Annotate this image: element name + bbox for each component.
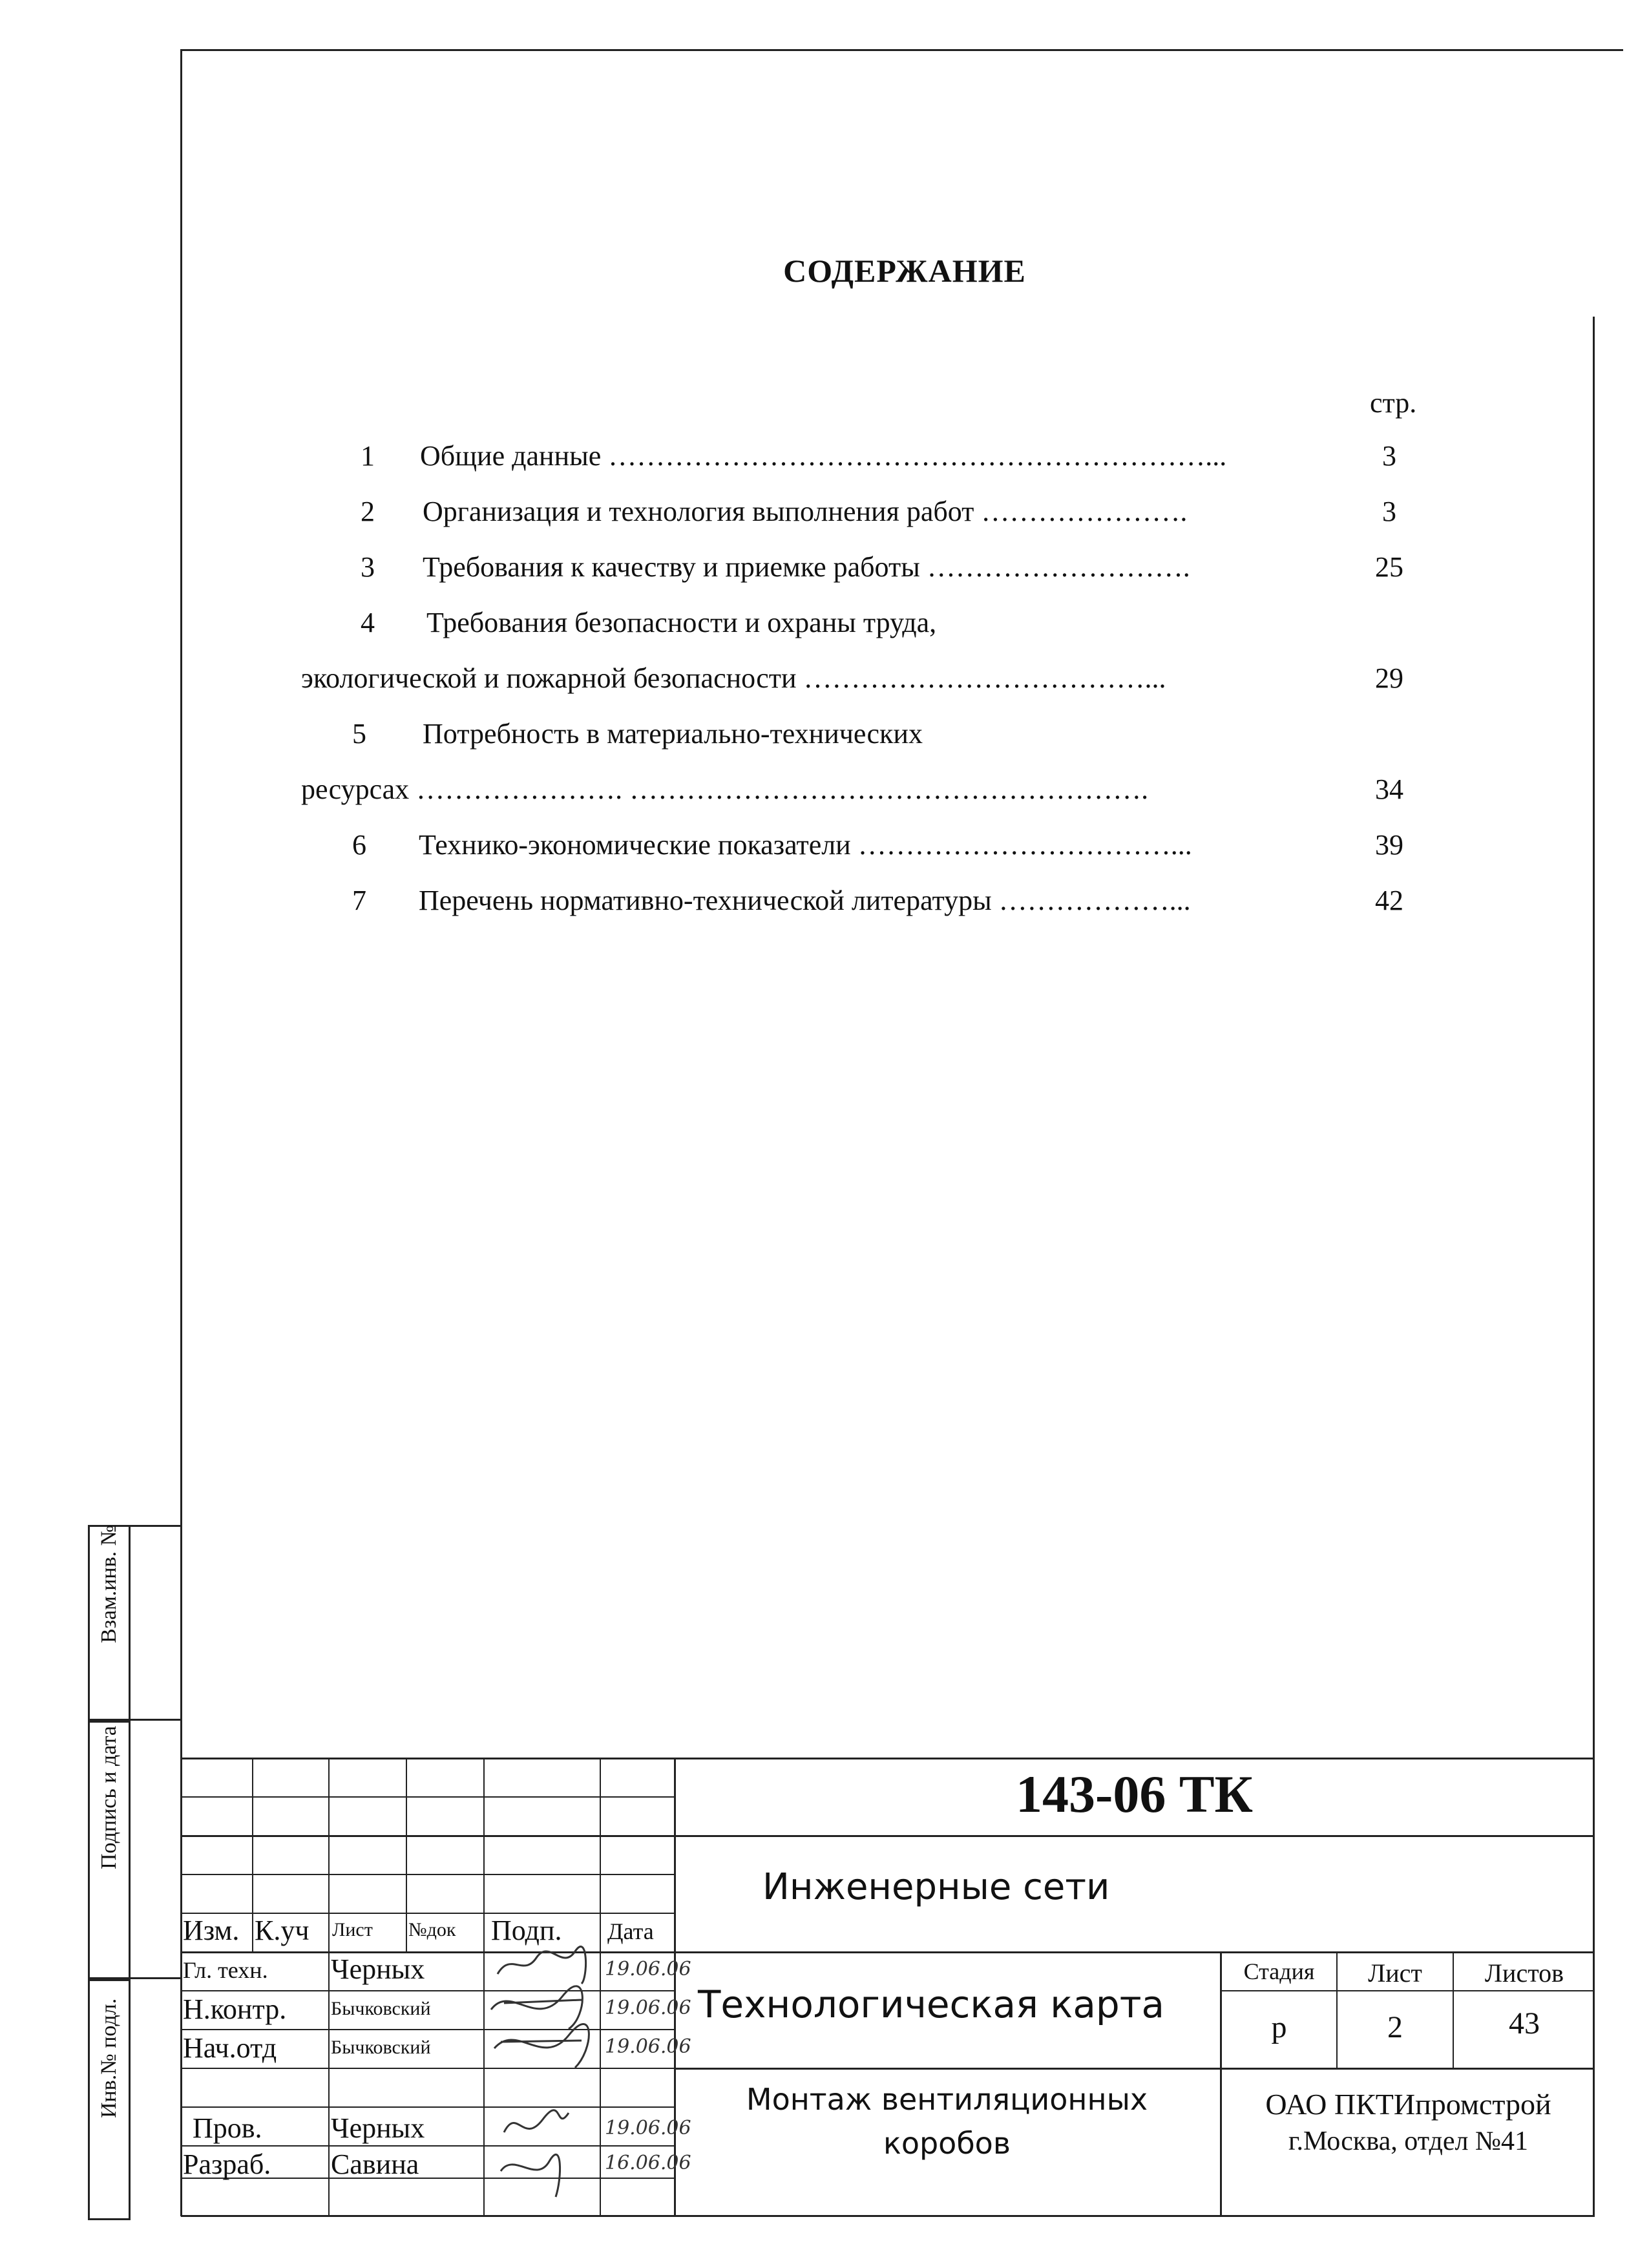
date-handwritten: 19.06.06: [605, 2117, 691, 2139]
frame-bottom-border: [181, 2215, 1595, 2217]
toc-item-text: Потребность в материально-технических: [423, 718, 923, 750]
col-podp: Подп.: [491, 1915, 562, 1946]
toc-item-text: Требования безопасности и охраны труда,: [426, 607, 937, 638]
frame-left-border: [180, 49, 182, 2216]
sheets-value: 43: [1509, 2006, 1540, 2041]
organization-line-1: ОАО ПКТИпромстрой: [1265, 2088, 1551, 2121]
col-ndok: №док: [408, 1919, 456, 1940]
role-label: Разраб.: [183, 2148, 271, 2180]
toc-title: СОДЕРЖАНИЕ: [783, 253, 1026, 289]
toc-item-page: 42: [1375, 885, 1403, 916]
subject-line-1: Монтаж вентиляционных: [746, 2082, 1148, 2117]
tb-line: [181, 1835, 1595, 1837]
toc-item-page: 39: [1375, 829, 1403, 861]
date-handwritten: 19.06.06: [605, 1958, 691, 1980]
organization-line-2: г.Москва, отдел №41: [1288, 2126, 1529, 2156]
toc-item-page: 3: [1382, 440, 1396, 472]
side-stamp-inv-podl: [88, 1977, 131, 2220]
document-type: Технологическая карта: [698, 1982, 1165, 2026]
document-code: 143-06 ТК: [1016, 1765, 1253, 1823]
toc-item-text: Перечень нормативно-технической литературы ………………...: [419, 885, 1191, 916]
subject-line-2: коробов: [883, 2126, 1011, 2161]
toc-item-page: 25: [1375, 551, 1403, 583]
tb-line: [1220, 1990, 1595, 1991]
side-stamp-inv-podl-label: Инв.№ подл.: [97, 1998, 121, 2118]
role-label: Гл. техн.: [183, 1957, 268, 1983]
toc-item-text: экологической и пожарной безопасности ………………………………...: [301, 662, 1166, 694]
object-name: Инженерные сети: [762, 1866, 1110, 1908]
side-stamp-sign-date-label: Подпись и дата: [97, 1726, 121, 1869]
tb-vline: [328, 1758, 330, 2215]
col-list: Лист: [332, 1919, 373, 1940]
toc-item-number: 6: [352, 829, 366, 861]
date-handwritten: 19.06.06: [605, 2035, 691, 2058]
toc-item-text: Общие данные ………………………………………………………...: [420, 440, 1227, 472]
toc-item-number: 3: [361, 551, 375, 583]
role-person: Савина: [331, 2148, 419, 2180]
toc-item-text: Организация и технология выполнения работ ………………….: [423, 496, 1188, 527]
side-stamp-sign-date: [88, 1719, 131, 1981]
stage-value: р: [1271, 2010, 1287, 2044]
role-label: Нач.отд: [183, 2032, 277, 2064]
col-izm: Изм.: [183, 1915, 240, 1946]
toc-item-text: ресурсах …………………. ……………………………………………….: [301, 773, 1149, 805]
sheet-label: Лист: [1368, 1958, 1422, 1988]
toc-item-number: 7: [352, 885, 366, 916]
toc-item-number: 5: [352, 718, 366, 750]
toc-item-text: Требования к качеству и приемке работы ……………………….: [423, 551, 1190, 583]
tb-line: [181, 1758, 1595, 1759]
frame-right-border: [1593, 317, 1595, 2216]
side-stamp-connector: [127, 1525, 181, 1527]
date-handwritten: 16.06.06: [605, 2152, 691, 2174]
toc-page-column-header: стр.: [1370, 387, 1417, 419]
tb-vline: [252, 1758, 253, 1951]
role-person: Бычковский: [331, 2037, 431, 2058]
side-stamp-connector: [127, 1977, 181, 1979]
side-stamp-zam-inv: [88, 1525, 131, 1723]
role-person: Черных: [331, 1953, 425, 1985]
role-label: Н.контр.: [183, 1993, 287, 2025]
toc-item-page: 29: [1375, 662, 1403, 694]
tb-vline: [406, 1758, 407, 1951]
side-stamp-connector: [127, 1719, 181, 1721]
col-data: Дата: [607, 1918, 654, 1944]
col-kuch: К.уч: [255, 1915, 310, 1946]
tb-line: [674, 2068, 1595, 2070]
toc-item-page: 34: [1375, 773, 1403, 805]
sheet-value: 2: [1387, 2010, 1403, 2044]
stage-label: Стадия: [1243, 1958, 1315, 1984]
side-stamp-zam-inv-label: Взам.инв. №: [97, 1524, 121, 1643]
role-person: Бычковский: [331, 1998, 431, 2019]
frame-top-border: [181, 49, 1623, 51]
sheets-label: Листов: [1484, 1958, 1564, 1988]
toc-item-page: 3: [1382, 496, 1396, 527]
role-label: Пров.: [193, 2112, 262, 2144]
date-handwritten: 19.06.06: [605, 1997, 691, 2019]
toc-item-number: 4: [361, 607, 375, 638]
toc-item-number: 1: [361, 440, 375, 472]
toc-item-text: Технико-экономические показатели ……………………………...: [419, 829, 1192, 861]
role-person: Черных: [331, 2112, 425, 2144]
toc-item-number: 2: [361, 496, 375, 527]
